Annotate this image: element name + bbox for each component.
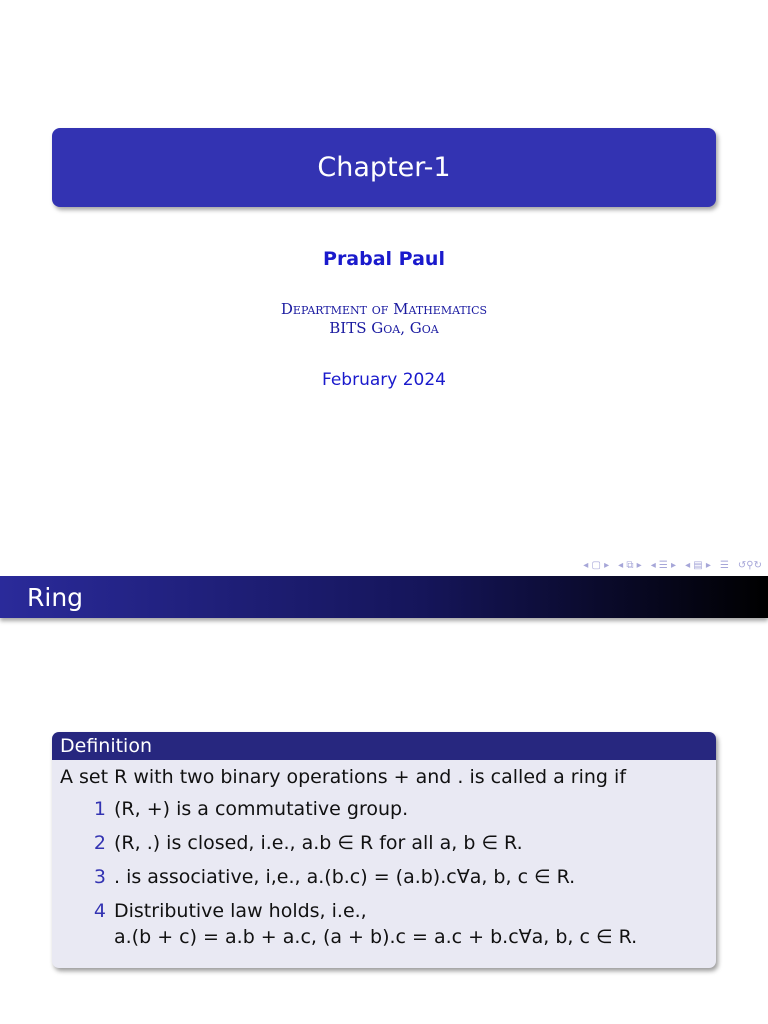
author-name: Prabal Paul	[323, 248, 445, 270]
nav-frame-icon[interactable]: ◂ ▢ ▸	[583, 560, 610, 571]
institute-line-2: BITS Goa, Goa	[329, 319, 439, 337]
list-item	[60, 898, 708, 950]
presentation-title: Chapter-1	[317, 152, 451, 183]
nav-align-icon[interactable]: ☰	[719, 560, 729, 571]
list-item-text: (R, .) is closed, i.e., a.b ∈ R for all a, b ∈ R.	[114, 832, 523, 854]
definition-list	[60, 796, 708, 950]
list-item-text: (R, +) is a commutative group.	[114, 798, 409, 820]
navigation-bar	[583, 560, 762, 571]
definition-block	[52, 732, 716, 968]
nav-presentation-icon[interactable]: ◂ ▤ ▸	[685, 560, 711, 571]
title-box	[52, 128, 716, 207]
list-item	[60, 796, 708, 822]
list-item-number: 2	[93, 832, 106, 854]
definition-intro: A set R with two binary operations + and . is called a ring if	[60, 766, 627, 788]
list-item	[60, 864, 708, 890]
nav-subsection-icon[interactable]: ◂ ⧉ ▸	[618, 560, 642, 571]
ring-slide	[0, 576, 768, 1024]
list-item-text: Distributive law holds, i.e.,	[114, 900, 367, 922]
list-item-text: . is associative, i,e., a.(b.c) = (a.b).c∀a, b, c ∈ R.	[114, 866, 576, 888]
institute-line-1: Department of Mathematics	[280, 300, 488, 318]
nav-search-icon[interactable]: ↺⚲↻	[737, 560, 762, 571]
frame-title	[0, 576, 768, 618]
list-item-number: 4	[93, 900, 106, 922]
list-item-text-group	[114, 898, 708, 950]
definition-block-body	[52, 760, 716, 964]
list-item-number: 1	[93, 798, 106, 820]
definition-block-title: Definition	[52, 732, 716, 760]
list-item-number: 3	[93, 866, 106, 888]
nav-section-icon[interactable]: ◂ ☰ ▸	[650, 560, 677, 571]
frame-title-text: Ring	[27, 582, 84, 612]
presentation-date: February 2024	[322, 370, 446, 390]
list-item-text-continued: a.(b + c) = a.b + a.c, (a + b).c = a.c + b.c∀a, b, c ∈ R.	[114, 926, 638, 948]
institute	[0, 300, 768, 338]
list-item	[60, 830, 708, 856]
